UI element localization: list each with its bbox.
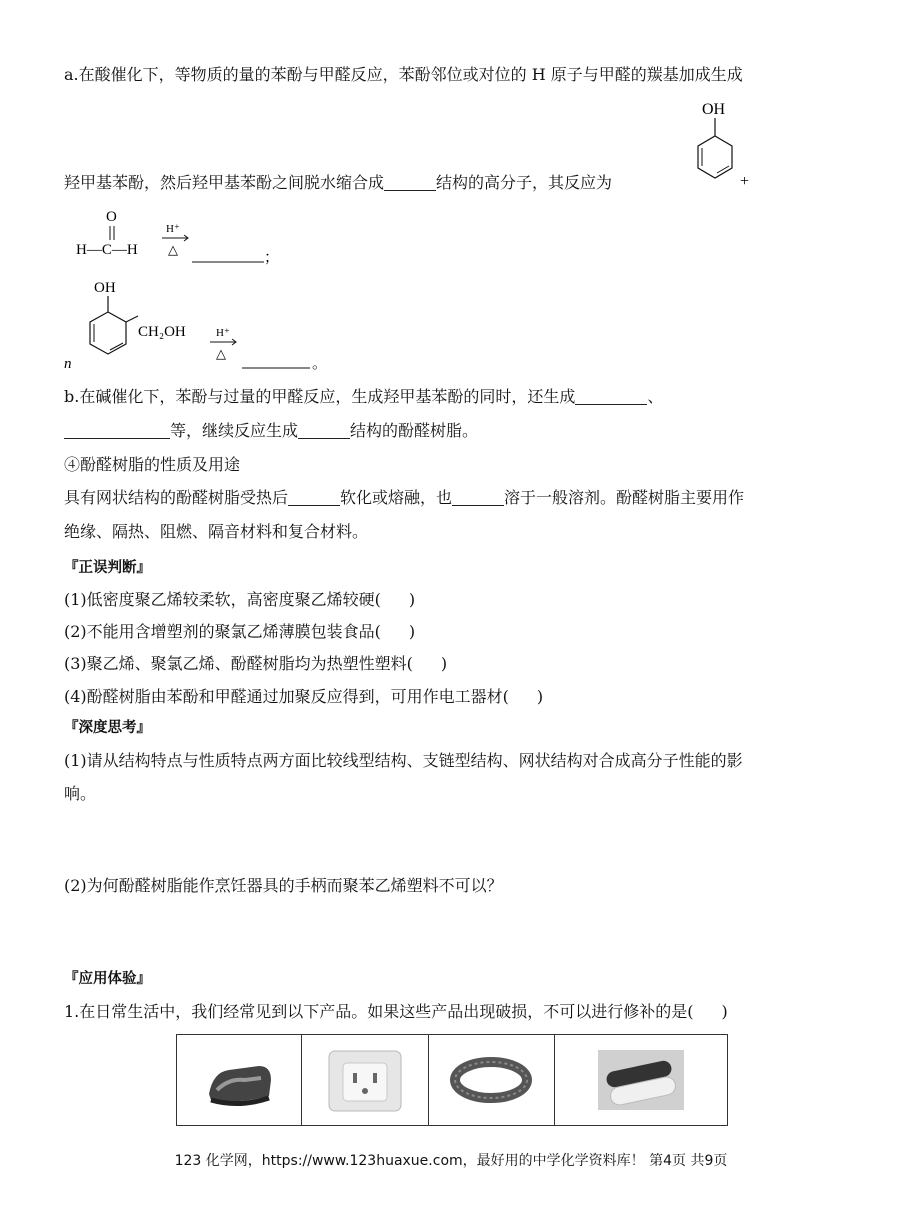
judge-item-2: (2)不能用含增塑剂的聚氯乙烯薄膜包装食品( ) xyxy=(64,622,416,641)
think-q1-line1: (1)请从结构特点与性质特点两方面比较线型结构、支链型结构、网状结构对合成高分子性能的影 xyxy=(64,751,743,770)
blank-solvent[interactable] xyxy=(452,489,504,506)
blank-product-2[interactable] xyxy=(64,422,170,439)
judge-item-1: (1)低密度聚乙烯较柔软，高密度聚乙烯较硬( ) xyxy=(64,590,416,609)
blank-structure-1[interactable] xyxy=(384,174,436,191)
think-q2: (2)为何酚醛树脂能作烹饪器具的手柄而聚苯乙烯塑料不可以？ xyxy=(64,876,503,895)
para-b-line2: 等，继续反应生成 结构的酚醛树脂。 xyxy=(64,420,478,442)
sandal-cell[interactable] xyxy=(177,1035,302,1125)
product-image-table xyxy=(176,1034,728,1126)
belt-image xyxy=(446,1050,536,1110)
apply-title: 『应用体验』 xyxy=(64,971,151,987)
hydroxymethylphenol-equation xyxy=(60,276,350,372)
blank-heat-1[interactable] xyxy=(288,489,340,506)
socket-cell[interactable] xyxy=(302,1035,429,1125)
phenol-oh-label: OH xyxy=(702,101,726,118)
svg-text:O: O xyxy=(106,209,117,225)
belt-cell[interactable] xyxy=(429,1035,556,1125)
judge-item-3: (3)聚乙烯、聚氯乙烯、酚醛树脂均为热塑性塑料( ) xyxy=(64,654,448,673)
apply-q1: 1.在日常生活中，我们经常见到以下产品。如果这些产品出现破损，不可以进行修补的是( ) xyxy=(64,1002,728,1021)
svg-text:；: ； xyxy=(264,250,280,266)
phenol-structure xyxy=(680,96,770,196)
pipe-image xyxy=(596,1048,686,1112)
formaldehyde-equation xyxy=(64,204,304,270)
section4-line1: 具有网状结构的酚醛树脂受热后 软化或熔融，也 溶于一般溶剂。酚醛树脂主要用作 xyxy=(64,488,745,507)
para-a-line1: a.在酸催化下，等物质的量的苯酚与甲醛反应，苯酚邻位或对位的 H 原子与甲醛的羰基加成生成 xyxy=(64,65,743,84)
svg-text:OH: OH xyxy=(94,280,116,296)
socket-image xyxy=(325,1045,405,1115)
svg-text:△: △ xyxy=(168,242,178,257)
think-title: 『深度思考』 xyxy=(64,720,151,736)
para-b-line1: b.在碱催化下，苯酚与过量的甲醛反应，生成羟甲基苯酚的同时，还生成 、 xyxy=(64,387,664,406)
svg-text:H—C—H: H—C—H xyxy=(76,242,138,258)
judge-item-4: (4)酚醛树脂由苯酚和甲醛通过加聚反应得到，可用作电工器材( ) xyxy=(64,687,544,706)
section4-line2: 绝缘、隔热、阻燃、隔音材料和复合材料。 xyxy=(64,522,369,541)
blank-structure-2[interactable] xyxy=(298,422,350,439)
page-footer: 123 化学网，https://www.123huaxue.com，最好用的中学化学资料库！ 第4页 共9页 xyxy=(174,1153,728,1169)
plus-sign: + xyxy=(740,173,750,190)
svg-text:CH₂OH: CH₂OH xyxy=(138,324,186,340)
svg-text:△: △ xyxy=(216,346,226,361)
para-a-line2: 羟甲基苯酚，然后羟甲基苯酚之间脱水缩合成 结构的高分子，其反应为 xyxy=(64,173,613,192)
svg-text:。: 。 xyxy=(312,356,328,372)
judge-title: 『正误判断』 xyxy=(64,560,151,576)
svg-text:n: n xyxy=(64,356,72,372)
sandal-image xyxy=(199,1050,279,1110)
svg-text:H⁺: H⁺ xyxy=(166,223,180,235)
blank-product-1[interactable] xyxy=(575,388,647,405)
think-q1-line2: 响。 xyxy=(64,784,97,803)
svg-text:H⁺: H⁺ xyxy=(216,327,230,339)
pipe-cell[interactable] xyxy=(555,1035,727,1125)
section4-title: ④酚醛树脂的性质及用途 xyxy=(64,455,241,474)
